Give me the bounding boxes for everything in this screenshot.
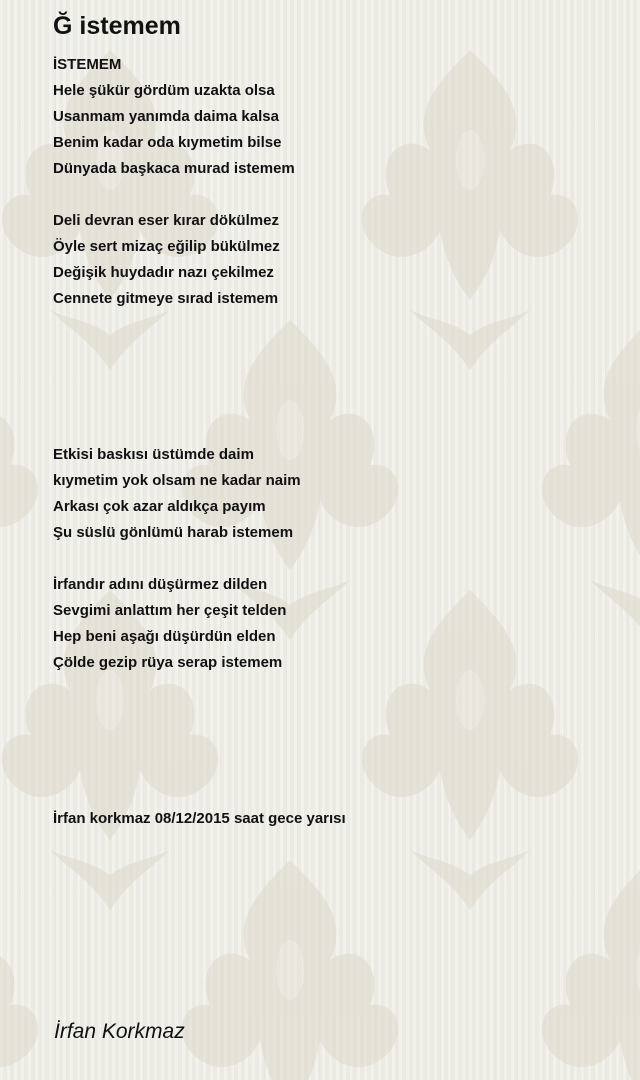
poem-body <box>53 52 613 832</box>
poem-line: kıymetim yok olsam ne kadar naim <box>53 472 301 489</box>
poem-line: Hele şükür gördüm uzakta olsa <box>53 82 275 99</box>
poem-heading: İSTEMEM <box>53 56 122 73</box>
poem-line: Sevgimi anlattım her çeşit telden <box>53 602 287 619</box>
poem-line: Dünyada başkaca murad istemem <box>53 160 295 177</box>
stanza-spacer <box>53 676 613 806</box>
stanza-spacer <box>53 546 613 572</box>
poem-line: İrfandır adını düşürmez dilden <box>53 576 268 593</box>
poem-line: Benim kadar oda kıymetim bilse <box>53 134 282 151</box>
stanza-spacer <box>53 182 613 208</box>
poem-line: Etkisi baskısı üstümde daim <box>53 446 254 463</box>
poem-line: Deli devran eser kırar dökülmez <box>53 212 279 229</box>
poem-line: Değişik huydadır nazı çekilmez <box>53 264 274 281</box>
author-name: İrfan Korkmaz <box>54 1020 185 1043</box>
poem-signature: İrfan korkmaz 08/12/2015 saat gece yarısı <box>53 810 346 827</box>
poem-line: Çölde gezip rüya serap istemem <box>53 654 283 671</box>
poem-line: Cennete gitmeye sırad istemem <box>53 290 279 307</box>
stanza-spacer <box>53 312 613 442</box>
poem-line: Usanmam yanımda daima kalsa <box>53 108 279 125</box>
poem-line: Şu süslü gönlümü harab istemem <box>53 524 294 541</box>
poem-title: Ğ istemem <box>53 12 181 40</box>
poem-line: Hep beni aşağı düşürdün elden <box>53 628 276 645</box>
poem-line: Öyle sert mizaç eğilip bükülmez <box>53 238 280 255</box>
poem-line: Arkası çok azar aldıkça payım <box>53 498 266 515</box>
